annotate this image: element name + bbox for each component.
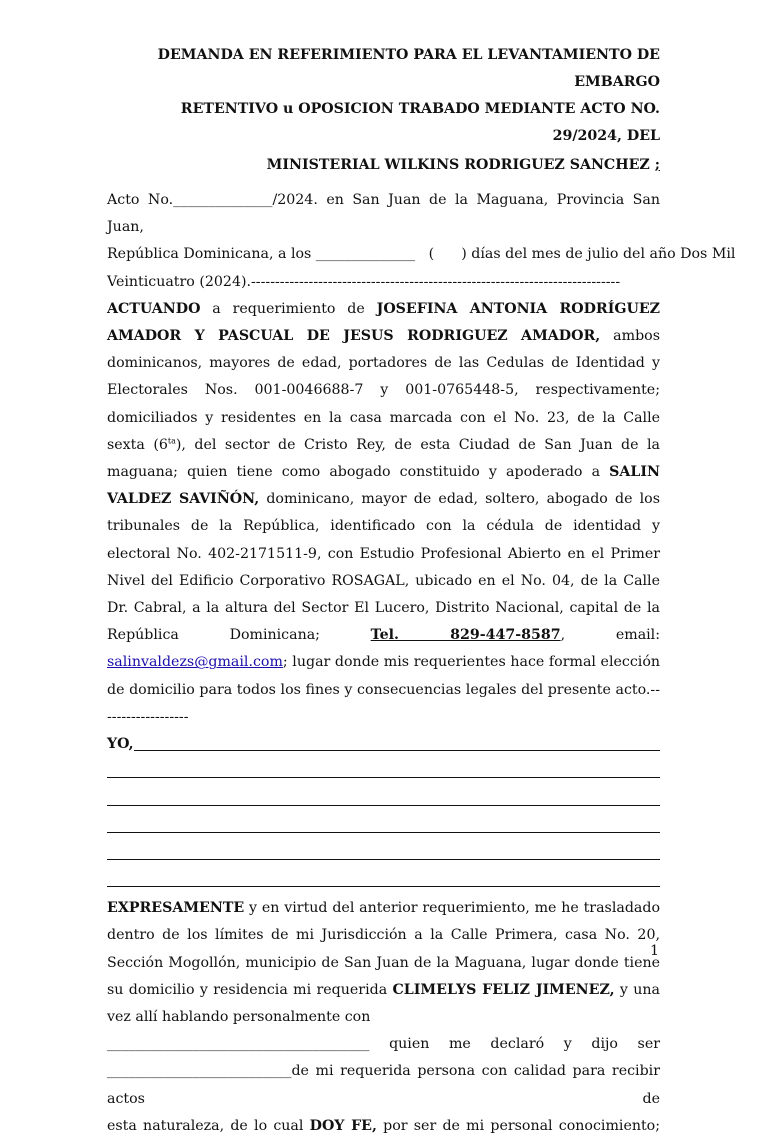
email-link[interactable]: salinvaldezs@gmail.com xyxy=(107,654,283,671)
actuando-label: ACTUANDO xyxy=(107,300,201,317)
expresamente-line-quality xyxy=(107,1058,660,1112)
page-number: 1 xyxy=(650,943,660,959)
actuando-text-1: a requerimiento de xyxy=(200,300,377,317)
title-line-1: DEMANDA EN REFERIMIENTO PARA EL LEVANTAMIENTO DE EMBARGO xyxy=(157,47,660,90)
expresamente-text xyxy=(107,895,660,1031)
actuando-text-4: dominicano, mayor de edad, soltero, abogado de los tribunales de la República, identificado con la cédula de identidad y electoral No. 402-2171511-9, con Estudio Profesional Abierto en el Primer Nivel del Edificio Corporativo ROSAGAL, ubicado en el No. 04, de la Calle Dr. Cabral, a la altura del Sector El Lucero, Distrito Nacional, capital de la República Dominicana; xyxy=(107,491,660,644)
blank-line-1 xyxy=(107,758,660,785)
expresamente-text-2: y una vez allí hablando personalmente con xyxy=(107,981,660,1025)
document-title xyxy=(107,0,660,179)
intro-paragraph xyxy=(107,187,736,296)
yo-label: YO, xyxy=(107,736,134,753)
requirer-names: JOSEFINA ANTONIA RODRÍGUEZ AMADOR Y PASCUAL DE JESUS RODRIGUEZ AMADOR, xyxy=(107,300,660,345)
intro-line-3: Veinticuatro (2024).----------------------------------------------------------------------------- xyxy=(107,273,621,290)
actuando-paragraph xyxy=(107,296,660,731)
phone-number: Tel. 829-447-8587 xyxy=(370,627,561,644)
requerida-name: CLIMELYS FELIZ JIMENEZ, xyxy=(392,981,615,998)
expresamente-text-1: y en virtud del anterior requerimiento, me he trasladado dentro de los límites de mi Jurisdicción a la Calle Primera, casa No. 20, Sección Mogollón, municipio de San Juan de la Maguana, lugar donde tiene su domicilio y residencia mi requerida xyxy=(107,900,660,998)
ordinal-suffix: ta xyxy=(167,436,176,446)
actuando-text-5: , email: xyxy=(560,627,661,644)
doy-fe: DOY FE, xyxy=(309,1117,377,1134)
title-line-3 xyxy=(107,150,660,179)
blank-line-4 xyxy=(107,840,660,867)
expresamente-line-final xyxy=(107,1113,660,1140)
yo-line xyxy=(107,731,660,758)
intro-line-2: República Dominicana, a los ______________ ( ) días del mes de julio del año Dos Mil xyxy=(107,246,736,263)
actuando-text-6: ; lugar donde mis requerientes hace formal elección de domicilio para todos los fines y consecuencias legales del presente acto.------------------- xyxy=(107,654,660,725)
yo-blank-line xyxy=(134,731,660,758)
title-line-3-suffix: ; xyxy=(654,157,660,173)
blank-line-2 xyxy=(107,785,660,812)
actuando-text-2: ambos dominicanos, mayores de edad, portadores de las Cedulas de Identidad y Electorales Nos. 001-0046688-7 y 001-0765448-5, respectivamente; domiciliados y residentes en la casa marcada con el No. 23, de la Calle sexta (6 xyxy=(107,328,660,453)
expresamente-text-4: de mi requerida persona con calidad para recibir actos de xyxy=(107,1063,660,1107)
document-page xyxy=(107,0,736,1140)
title-line-3-text: MINISTERIAL WILKINS RODRIGUEZ SANCHEZ xyxy=(266,157,650,173)
expresamente-text-6: por ser de mi personal conocimiento; xyxy=(376,1117,660,1134)
blank-line-5 xyxy=(107,867,660,894)
expresamente-paragraph xyxy=(107,895,660,1140)
yo-section xyxy=(107,731,660,894)
blank-line-3 xyxy=(107,813,660,840)
lawyer-name: SALIN VALDEZ SAVIÑÓN, xyxy=(107,464,660,508)
expresamente-line-declared xyxy=(107,1031,660,1058)
expresamente-label: EXPRESAMENTE xyxy=(107,900,245,917)
expresamente-text-5: esta naturaleza, de lo cual xyxy=(107,1117,310,1134)
blank-line-a: _____________________________________ xyxy=(107,1036,370,1053)
intro-line-1: Acto No.______________/2024. en San Juan de la Maguana, Provincia San Juan, xyxy=(107,192,660,236)
title-line-2: RETENTIVO u OPOSICION TRABADO MEDIANTE ACTO NO. 29/2024, DEL xyxy=(180,101,660,144)
blank-line-b: __________________________ xyxy=(107,1063,292,1080)
expresamente-text-3: quien me declaró y dijo ser xyxy=(389,1036,660,1053)
actuando-text-3: ), del sector de Cristo Rey, de esta Ciudad de San Juan de la maguana; quien tiene como abogado constituido y apoderado a xyxy=(107,436,660,481)
